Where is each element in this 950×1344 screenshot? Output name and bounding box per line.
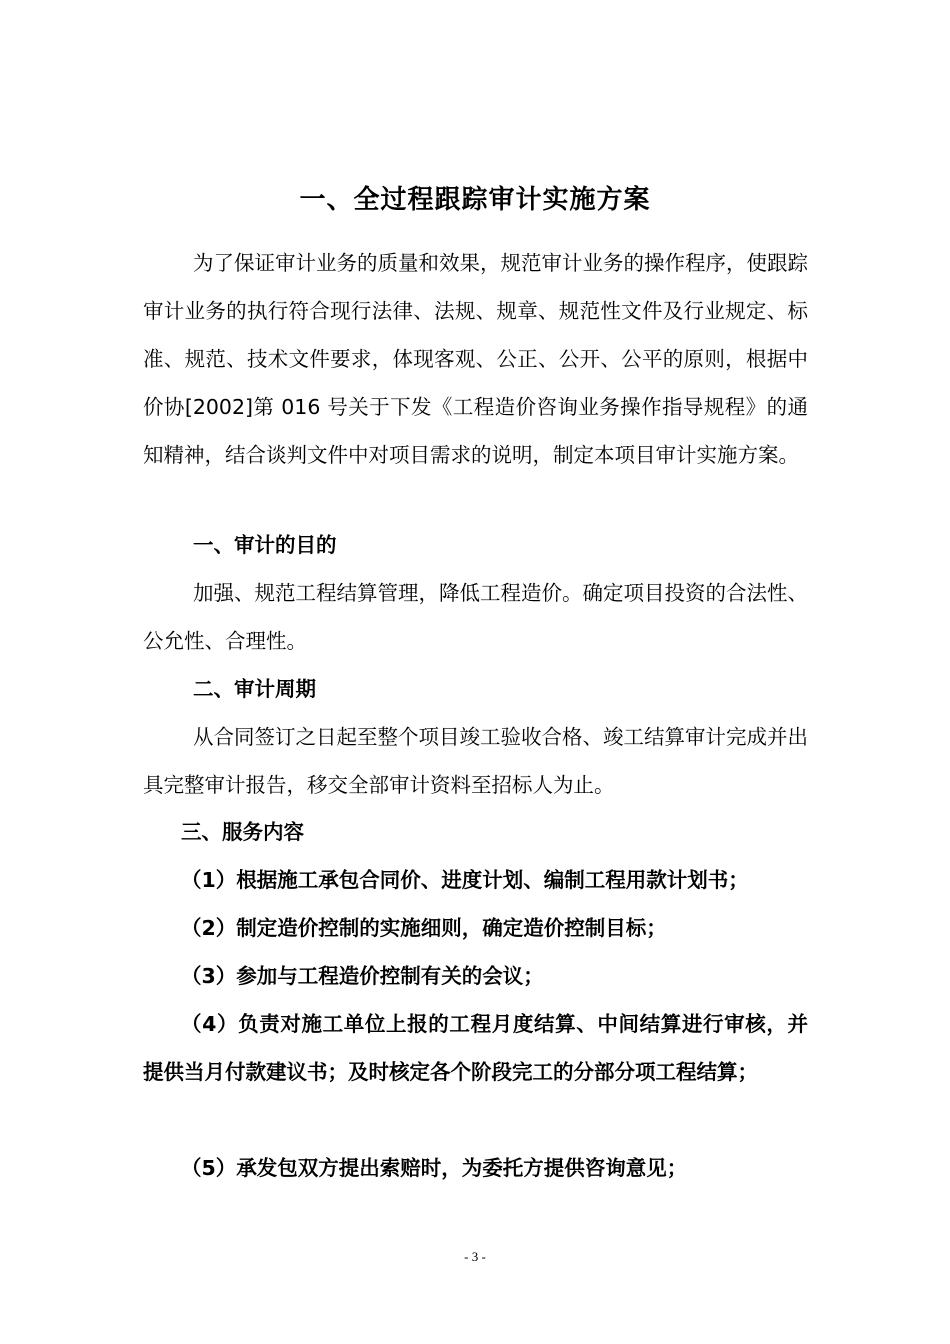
page-title: 一、全过程跟踪审计实施方案	[299, 185, 651, 215]
service-item: （1）根据施工承包合同价、进度计划、编制工程用款计划书；	[181, 868, 749, 892]
section-heading-services: 三、服务内容	[181, 820, 304, 844]
service-item: （2）制定造价控制的实施细则，确定造价控制目标；	[181, 916, 667, 940]
section-text-period: 从合同签订之日起至整个项目竣工验收合格、竣工结算审计完成并出具完整审计报告，移交全部审计资料至招标人为止。	[143, 725, 808, 797]
intro-paragraph: 为了保证审计业务的质量和效果，规范审计业务的操作程序，使跟踪审计业务的执行符合现行法律、法规、规章、规范性文件及行业规定、标准、规范、技术文件要求，体现客观、公正、公开、公平的原则，根据中价协[2002]第 016 号关于下发《工程造价咨询业务操作指导规程》的通知精神，结合谈判文件中对项目需求的说明，制定本项目审计实施方案。	[143, 251, 808, 467]
section-text-purpose: 加强、规范工程结算管理，降低工程造价。确定项目投资的合法性、公允性、合理性。	[143, 581, 808, 653]
service-item: （4）负责对施工单位上报的工程月度结算、中间结算进行审核，并提供当月付款建议书；及时核定各个阶段完工的分部分项工程结算；	[143, 1012, 808, 1084]
section-heading-purpose: 一、审计的目的	[193, 533, 337, 557]
service-item: （5）承发包双方提出索赔时，为委托方提供咨询意见；	[181, 1156, 688, 1180]
service-item: （3）参加与工程造价控制有关的会议；	[181, 964, 544, 988]
page-number: - 3 -	[464, 1249, 486, 1264]
section-heading-period: 二、审计周期	[193, 677, 316, 701]
